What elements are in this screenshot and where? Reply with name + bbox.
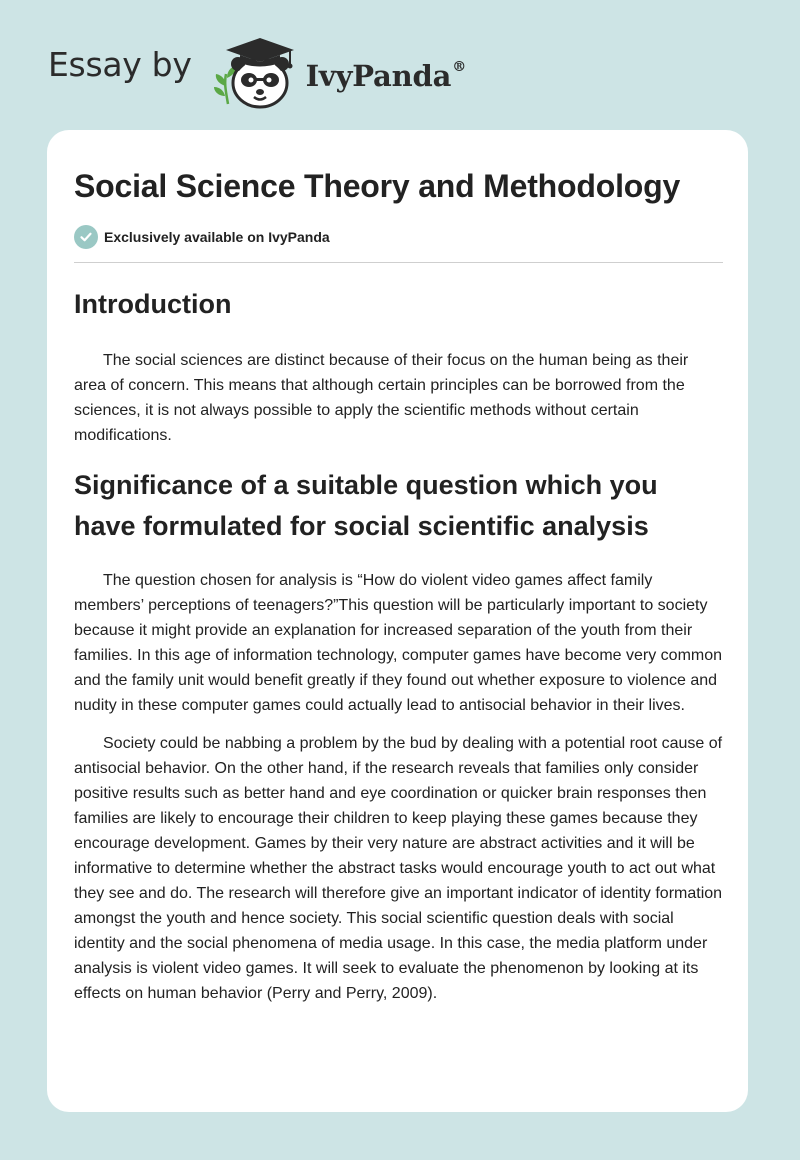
essay-card xyxy=(47,130,748,1112)
paragraph: The question chosen for analysis is “How do violent video games affect family members’ perceptions of teenagers?”This question will be particularly important to society because it might provide an explanation for increased separation of the youth from their families. In this age of information technology, computer games have become very common and the family unit would benefit greatly if they found out whether exposure to violence and nudity in these computer games could actually lead to antisocial behavior in their lives. xyxy=(74,572,723,714)
panda-logo-icon xyxy=(208,30,300,110)
section-heading-introduction: Introduction xyxy=(74,289,232,319)
registered-mark: ® xyxy=(452,59,467,76)
exclusive-badge xyxy=(74,225,722,249)
brand-header[interactable] xyxy=(48,30,466,110)
paragraph: The social sciences are distinct because of their focus on the human being as their area of concern. This means that although certain principles can be borrowed from the sciences, it is not always possible to apply the scientific methods without certain modifications. xyxy=(74,352,689,444)
brand-prefix: Essay by xyxy=(48,44,192,84)
exclusive-label: Exclusively available on IvyPanda xyxy=(104,229,330,245)
section-heading-significance: Significance of a suitable question which you have formulated for social scientific analysis xyxy=(74,470,658,541)
divider xyxy=(74,262,723,263)
check-circle-icon xyxy=(74,225,98,249)
paragraph: Society could be nabbing a problem by the bud by dealing with a potential root cause of antisocial behavior. On the other hand, if the research reveals that families only consider positive results such as better hand and eye coordination or quicker brain responses then families are likely to encourage their children to keep playing these games because they encourage development. Games by their very nature are abstract activities and it will be informative to determine whether the abstract tasks would encourage youth to act out what they see and do. The research will therefore give an important indicator of identity formation amongst the youth and hence society. This social scientific question deals with social identity and the social phenomena of media usage. In this case, the media platform under analysis is violent video games. It will seek to evaluate the phenomenon by looking at its effects on human behavior (Perry and Perry, 2009). xyxy=(74,735,723,1002)
brand-name: IvyPanda® xyxy=(305,59,467,93)
page-title: Social Science Theory and Methodology xyxy=(74,168,681,204)
